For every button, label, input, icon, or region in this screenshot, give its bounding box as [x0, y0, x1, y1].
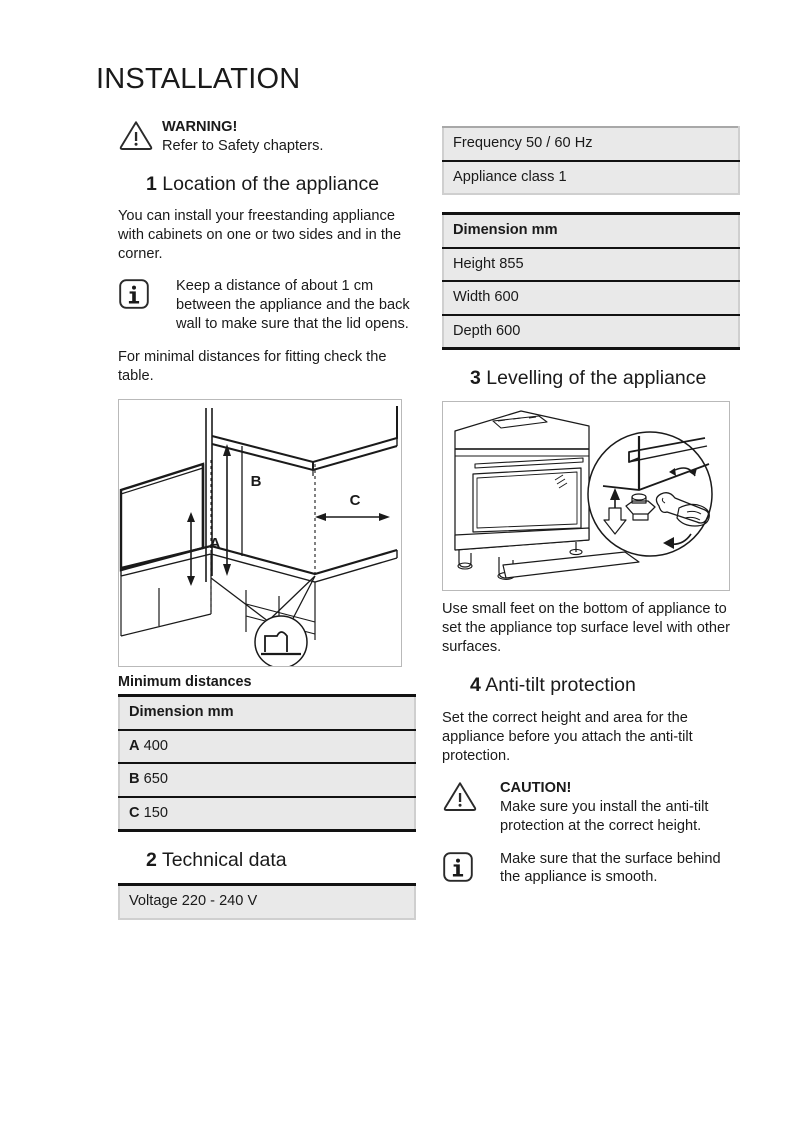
- caution-title: CAUTION!: [500, 779, 572, 796]
- dimension-letter-a: A: [129, 737, 140, 754]
- table-row: [443, 127, 739, 161]
- page-title: INSTALLATION: [96, 63, 301, 95]
- technical-data-table-continued: [442, 126, 740, 195]
- section-4-heading: [442, 674, 742, 697]
- technical-data-voltage: Voltage 220 - 240 V: [119, 885, 415, 919]
- min-distance-row-c: [119, 797, 415, 831]
- warning-triangle-icon: [118, 118, 162, 151]
- dimension-table-header: Dimension mm: [443, 214, 739, 248]
- section-2-heading: [118, 849, 418, 872]
- section-3-title: Levelling of the appliance: [486, 367, 707, 389]
- dimension-letter-c: C: [129, 804, 140, 821]
- minimum-distances-diagram: [118, 399, 402, 667]
- table-spacer: [442, 195, 742, 212]
- dimension-value-c: 150: [143, 804, 168, 821]
- info-notice-surface-text: Make sure that the surface behind the appliance is smooth.: [500, 850, 721, 886]
- table-row: [119, 696, 415, 730]
- warning-text: Refer to Safety chapters.: [162, 137, 324, 154]
- info-notice-surface: [442, 850, 742, 888]
- table-row: [119, 797, 415, 831]
- caution-notice: [442, 779, 742, 836]
- info-notice-lid: [118, 277, 418, 334]
- table-row: [119, 885, 415, 919]
- table-row: [119, 730, 415, 764]
- table-reference-paragraph: For minimal distances for fitting check the table.: [118, 349, 387, 385]
- min-distance-row-b: [119, 763, 415, 797]
- table-row: [443, 315, 739, 349]
- info-icon: [442, 850, 486, 883]
- section-4-number: 4: [470, 674, 481, 697]
- svg-text:A: A: [209, 535, 221, 553]
- right-column: [442, 126, 742, 901]
- warning-notice-body: [162, 118, 418, 156]
- section-4-paragraph: Set the correct height and area for the appliance before you attach the anti-tilt protection.: [442, 709, 693, 764]
- dimension-width: Width 600: [443, 281, 739, 315]
- caution-text: Make sure you install the anti-tilt protection at the correct height.: [500, 798, 709, 834]
- dimension-letter-b: B: [129, 771, 140, 788]
- info-icon: [118, 277, 162, 310]
- dimension-height: Height 855: [443, 248, 739, 282]
- dimension-value-a: 400: [143, 737, 168, 754]
- table-row: [119, 763, 415, 797]
- table-row: [443, 281, 739, 315]
- section-3-number: 3: [470, 367, 481, 389]
- min-distances-header: Dimension mm: [119, 696, 415, 730]
- dimension-value-b: 650: [143, 771, 168, 788]
- section-2-number: 2: [146, 849, 157, 872]
- minimum-distances-caption: Minimum distances: [118, 674, 252, 691]
- technical-data-frequency: Frequency 50 / 60 Hz: [443, 127, 739, 161]
- dimension-table: [442, 212, 740, 350]
- table-row: [443, 161, 739, 195]
- svg-text:B: B: [250, 473, 262, 491]
- caution-notice-body: [486, 779, 742, 836]
- left-column: [118, 118, 418, 920]
- svg-text:C: C: [349, 492, 361, 510]
- dimension-depth: Depth 600: [443, 315, 739, 349]
- section-1-title: Location of the appliance: [162, 172, 380, 195]
- warning-notice: [118, 118, 418, 156]
- section-1-number: 1: [146, 172, 157, 195]
- levelling-appliance-illustration: [442, 401, 730, 591]
- table-row: [443, 248, 739, 282]
- info-notice-lid-body: [162, 277, 418, 334]
- section-4-title: Anti-tilt protection: [485, 674, 636, 697]
- info-notice-surface-body: [486, 850, 742, 888]
- technical-data-appliance-class: Appliance class 1: [443, 161, 739, 195]
- technical-data-table: [118, 883, 416, 920]
- table-row: [443, 214, 739, 248]
- section-1-heading: [118, 173, 418, 196]
- info-notice-lid-text: Keep a distance of about 1 cm between the appliance and the back wall to make sure that the lid opens.: [176, 278, 410, 333]
- warning-triangle-icon: [442, 779, 486, 812]
- min-distance-row-a: [119, 730, 415, 764]
- section-3-heading: [442, 367, 742, 390]
- minimum-distances-table: [118, 694, 416, 832]
- section-3-paragraph: Use small feet on the bottom of appliance to set the appliance top surface level with other surfaces.: [442, 601, 730, 656]
- warning-title: WARNING!: [162, 119, 238, 135]
- section-1-paragraph: You can install your freestanding appliance with cabinets on one or two sides and in the corner.: [118, 208, 402, 263]
- section-2-title: Technical data: [161, 849, 287, 872]
